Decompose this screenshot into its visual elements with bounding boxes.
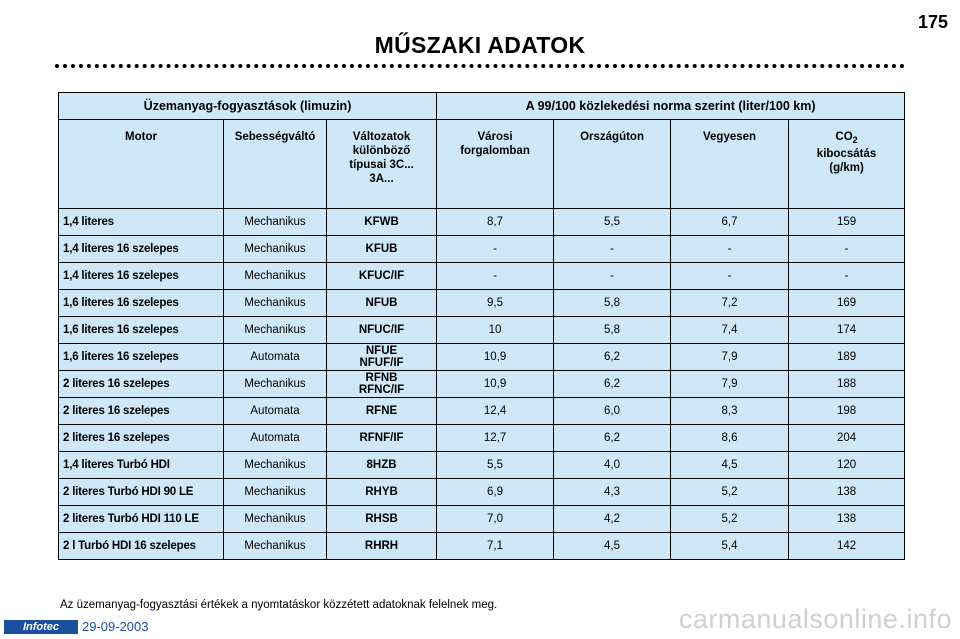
table-header-row-1 — [59, 93, 905, 120]
cell-extra-urban: 4,0 — [554, 452, 671, 479]
cell-co2: 188 — [789, 371, 905, 398]
cell-gearbox: Mechanikus — [224, 263, 327, 290]
cell-gearbox: Mechanikus — [224, 236, 327, 263]
cell-co2: 138 — [789, 479, 905, 506]
cell-motor: 1,6 literes 16 szelepes — [59, 317, 224, 344]
cell-gearbox: Mechanikus — [224, 290, 327, 317]
watermark: carmanualsonline.info — [678, 604, 952, 634]
cell-combined: 7,9 — [671, 344, 789, 371]
cell-extra-urban: - — [554, 263, 671, 290]
cell-co2: 142 — [789, 533, 905, 560]
table-row — [59, 371, 905, 398]
header-right: A 99/100 közlekedési norma szerint (liter/100 km) — [437, 93, 905, 120]
cell-gearbox: Mechanikus — [224, 371, 327, 398]
cell-combined: 8,6 — [671, 425, 789, 452]
cell-co2: 169 — [789, 290, 905, 317]
cell-combined: 7,2 — [671, 290, 789, 317]
cell-combined: 5,2 — [671, 479, 789, 506]
cell-gearbox: Mechanikus — [224, 479, 327, 506]
table-row — [59, 344, 905, 371]
cell-urban: 10,9 — [437, 371, 554, 398]
fuel-consumption-table — [58, 92, 905, 560]
cell-extra-urban: 4,2 — [554, 506, 671, 533]
cell-combined: - — [671, 263, 789, 290]
cell-urban: 12,4 — [437, 398, 554, 425]
cell-motor: 1,6 literes 16 szelepes — [59, 290, 224, 317]
cell-variant: 8HZB — [327, 452, 437, 479]
table-row — [59, 425, 905, 452]
cell-co2: 120 — [789, 452, 905, 479]
cell-extra-urban: 4,5 — [554, 533, 671, 560]
footnote: Az üzemanyag-fogyasztási értékek a nyomtatáskor közzétett adatoknak felelnek meg. — [60, 599, 498, 611]
cell-extra-urban: 5,5 — [554, 209, 671, 236]
cell-variant: KFUC/IF — [327, 263, 437, 290]
cell-urban: - — [437, 236, 554, 263]
cell-urban: 9,5 — [437, 290, 554, 317]
table-row — [59, 506, 905, 533]
co2-suffix: kibocsátás (g/km) — [816, 148, 877, 174]
cell-urban: 10,9 — [437, 344, 554, 371]
cell-extra-urban: 6,2 — [554, 344, 671, 371]
cell-motor: 1,6 literes 16 szelepes — [59, 344, 224, 371]
cell-co2: 189 — [789, 344, 905, 371]
cell-co2: 174 — [789, 317, 905, 344]
cell-gearbox: Mechanikus — [224, 317, 327, 344]
table-row — [59, 263, 905, 290]
column-header-gearbox: Sebességváltó — [224, 120, 327, 209]
cell-motor: 2 literes Turbó HDI 110 LE — [59, 506, 224, 533]
cell-variant: RFNB RFNC/IF — [327, 371, 437, 398]
cell-combined: 6,7 — [671, 209, 789, 236]
table-row — [59, 452, 905, 479]
cell-motor: 2 literes 16 szelepes — [59, 425, 224, 452]
cell-co2: 204 — [789, 425, 905, 452]
infotec-logo: Infotec — [4, 620, 78, 634]
column-header-motor: Motor — [59, 120, 224, 209]
cell-combined: 5,2 — [671, 506, 789, 533]
cell-variant: NFUB — [327, 290, 437, 317]
cell-variant: NFUC/IF — [327, 317, 437, 344]
cell-combined: 4,5 — [671, 452, 789, 479]
cell-urban: 5,5 — [437, 452, 554, 479]
cell-gearbox: Automata — [224, 425, 327, 452]
cell-motor: 2 literes 16 szelepes — [59, 398, 224, 425]
cell-extra-urban: 6,2 — [554, 371, 671, 398]
table-row — [59, 290, 905, 317]
cell-urban: 6,9 — [437, 479, 554, 506]
cell-motor: 2 literes 16 szelepes — [59, 371, 224, 398]
cell-variant: KFUB — [327, 236, 437, 263]
cell-urban: 7,0 — [437, 506, 554, 533]
cell-gearbox: Mechanikus — [224, 506, 327, 533]
cell-combined: 8,3 — [671, 398, 789, 425]
cell-combined: 7,4 — [671, 317, 789, 344]
column-header-combined: Vegyesen — [671, 120, 789, 209]
cell-extra-urban: 6,2 — [554, 425, 671, 452]
cell-variant: RHYB — [327, 479, 437, 506]
cell-motor: 1,4 literes — [59, 209, 224, 236]
title-divider — [55, 64, 905, 68]
header-left: Üzemanyag-fogyasztások (limuzin) — [59, 93, 437, 120]
cell-variant: RHSB — [327, 506, 437, 533]
cell-gearbox: Automata — [224, 398, 327, 425]
cell-urban: 10 — [437, 317, 554, 344]
cell-urban: 7,1 — [437, 533, 554, 560]
document-date: 29-09-2003 — [82, 619, 149, 634]
cell-co2: 159 — [789, 209, 905, 236]
column-header-variants: Változatok különböző típusai 3C... 3A... — [327, 120, 437, 209]
cell-gearbox: Automata — [224, 344, 327, 371]
cell-motor: 2 l Turbó HDI 16 szelepes — [59, 533, 224, 560]
table-row — [59, 209, 905, 236]
co2-subscript: 2 — [852, 135, 858, 145]
cell-variant: KFWB — [327, 209, 437, 236]
cell-extra-urban: 5,8 — [554, 290, 671, 317]
column-header-urban: Városi forgalomban — [437, 120, 554, 209]
cell-combined: 5,4 — [671, 533, 789, 560]
cell-combined: - — [671, 236, 789, 263]
cell-motor: 1,4 literes 16 szelepes — [59, 263, 224, 290]
table-header-row-2 — [59, 120, 905, 209]
cell-variant: NFUE NFUF/IF — [327, 344, 437, 371]
cell-variant: RFNE — [327, 398, 437, 425]
cell-co2: 138 — [789, 506, 905, 533]
table-row — [59, 533, 905, 560]
cell-gearbox: Mechanikus — [224, 452, 327, 479]
table-row — [59, 479, 905, 506]
cell-variant: RHRH — [327, 533, 437, 560]
cell-extra-urban: 4,3 — [554, 479, 671, 506]
cell-urban: 12,7 — [437, 425, 554, 452]
cell-gearbox: Mechanikus — [224, 533, 327, 560]
table-row — [59, 236, 905, 263]
column-header-extra-urban: Országúton — [554, 120, 671, 209]
cell-combined: 7,9 — [671, 371, 789, 398]
cell-co2: - — [789, 263, 905, 290]
cell-motor: 1,4 literes 16 szelepes — [59, 236, 224, 263]
cell-gearbox: Mechanikus — [224, 209, 327, 236]
cell-urban: - — [437, 263, 554, 290]
cell-motor: 1,4 literes Turbó HDI — [59, 452, 224, 479]
cell-urban: 8,7 — [437, 209, 554, 236]
cell-co2: - — [789, 236, 905, 263]
cell-co2: 198 — [789, 398, 905, 425]
cell-extra-urban: - — [554, 236, 671, 263]
page-title: MŰSZAKI ADATOK — [374, 32, 586, 58]
co2-prefix: CO — [835, 131, 853, 143]
column-header-co2 — [789, 120, 905, 209]
table-row — [59, 398, 905, 425]
cell-extra-urban: 5,8 — [554, 317, 671, 344]
cell-motor: 2 literes Turbó HDI 90 LE — [59, 479, 224, 506]
cell-variant: RFNF/IF — [327, 425, 437, 452]
cell-extra-urban: 6,0 — [554, 398, 671, 425]
table-row — [59, 317, 905, 344]
page-number: 175 — [917, 12, 948, 32]
